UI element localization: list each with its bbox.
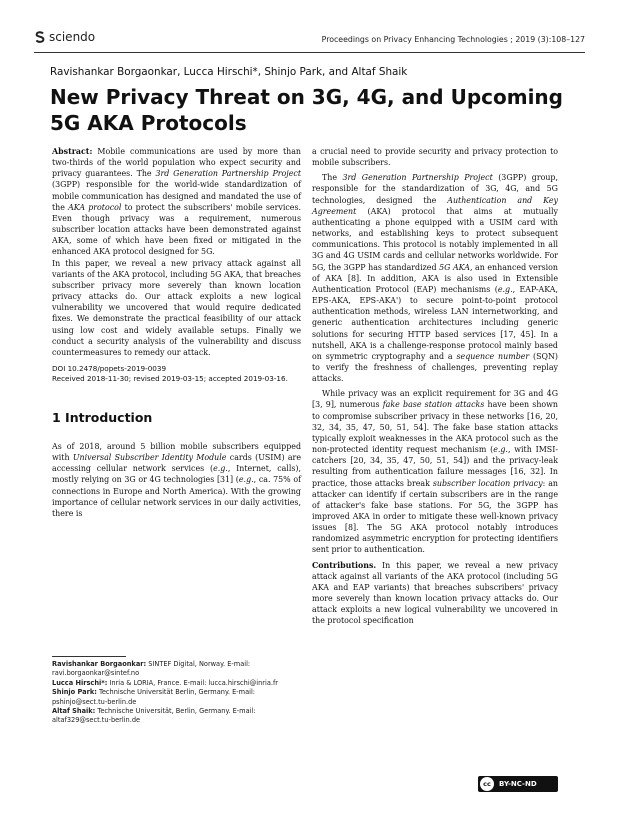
- paper-title: New Privacy Threat on 3G, 4G, and Upcoming 5G AKA Protocols: [50, 85, 563, 135]
- left-column: [52, 146, 301, 519]
- body-text: (AKA) protocol that aims at mutually authenticating a phone equipped with a USIM card with networks, and establishing keys to protect subsequent communications. This protocol is notably implemented in all 3G and 4G USIM cards and cellular networks worldwide. For 5G, the 3GPP has standardized: [312, 206, 558, 272]
- footnote-text: Technische Universität Berlin, Germany. E-mail: pshinjo@sect.tu-berlin.de: [52, 688, 256, 706]
- body-text: While privacy was an explicit requirement for 3G and 4G [3, 9], numerous: [312, 389, 558, 410]
- body-emph: fake base station attacks: [382, 400, 485, 410]
- abstract-label: Abstract:: [52, 147, 93, 156]
- footnote-text: SINTEF Digital, Norway. E-mail: ravi.borgaonkar@sintef.no: [52, 660, 251, 678]
- body-text: (3GPP) group, responsible for the standardization of 3G, 4G, and 5G technologies, designed the: [312, 173, 558, 205]
- doi[interactable]: DOI 10.2478/popets-2019-0039: [52, 363, 167, 373]
- author-footnotes: [52, 656, 301, 726]
- footnote-item: [52, 688, 301, 707]
- footnote-author: Shinjo Park:: [52, 688, 97, 697]
- body-text: In this paper, we reveal a new privacy attack against all variants of the AKA protocol (including 5G AKA and EAP variants) that breaches subscribers' privacy more severely than known location privacy attacks do. Our attack exploits a new logical vulnerability we uncovered in the protocol specification: [312, 560, 558, 626]
- intro-paragraph: [52, 441, 301, 519]
- intro-text: , ca. 75% of connections in Europe and North America). With the growing importance of cellular network services in our daily activities, there is: [52, 475, 301, 518]
- intro-text: As of 2018, around 5 billion mobile subscribers equipped with: [52, 441, 301, 463]
- intro-text: , Internet, calls), mostly relying on 3G or 4G technologies [31] (: [52, 464, 301, 485]
- abstract-text: (3GPP) responsible for the world-wide standardization of mobile communication has designed and mandated the use of the: [52, 180, 301, 212]
- abstract-paragraph-2: In this paper, we reveal a new privacy attack against all variants of the AKA protocol, including 5G AKA, that breaches subscriber privacy more severely than known location privacy attacks do. Our attack exploits a new logical vulnerability we uncovered that would require dedicated fixes. We demonstrate the practical feasibility of our attack using low cost and widely available setups. Finally we conduct a security analysis of the vulnerability and discuss countermeasures to remedy our attack.: [52, 258, 301, 357]
- right-paragraph-0: a crucial need to provide security and privacy protection to mobile subscribers.: [312, 147, 558, 168]
- abstract-text: Mobile communications are used by more than two-thirds of the world population who expect security and privacy guarantees. The: [52, 147, 301, 179]
- footnote-text: Inria & LORIA, France. E-mail: lucca.hirschi@inria.fr: [107, 678, 278, 687]
- body-text: : an attacker can identify if certain subscribers are in the range of attacker's fake base stations. For 5G, the 3GPP has improved AKA in order to mitigate these well-known privacy issues [8]. The 5G AKA protocol notably introduces randomized asymmetric encryption for protecting identifiers sent prior to authentication.: [312, 478, 558, 555]
- right-paragraph-2: [312, 388, 558, 555]
- publisher-logo: [34, 30, 95, 44]
- intro-emph: e.g.: [213, 464, 228, 474]
- body-text: , an enhanced version of AKA [8]. In addition, AKA is also used in Extensible Authentication Protocol (EAP) mechanisms (: [312, 262, 559, 294]
- page-header: [34, 30, 585, 50]
- intro-emph: e.g.: [238, 475, 254, 485]
- body-emph: e.g.: [497, 284, 513, 294]
- creative-commons-icon: cc: [480, 777, 494, 791]
- article-meta: [52, 364, 301, 385]
- cc-license-badge[interactable]: [478, 776, 558, 792]
- contributions-paragraph: [312, 560, 558, 627]
- abstract-text: to protect the subscribers' mobile services. Even though privacy was a requirement, numerous subscriber location attacks have been demonstrated against AKA, some of which have been fixed or mitigated in the enhanced AKA protocol designed for 5G.: [52, 202, 301, 257]
- body-text: , EAP-AKA, EPS-AKA, EPS-AKA') to secure point-to-point protocol authentication methods, wireless LAN internetworking, and generic authentication architectures including generic solutions for securing HTTP based services [17, 45]. In a nutshell, AKA is a challenge-response protocol mainly based on symmetric cryptography and a: [312, 284, 559, 361]
- license-label: BY-NC-ND: [499, 780, 537, 788]
- body-text: , with IMSI-catchers [20, 34, 35, 47, 50, 51, 54]) and the privacy-leak resulting from authentication failure messages [16, 32]. In practice, those attacks break: [312, 445, 558, 488]
- right-column: [312, 146, 558, 627]
- footnote-author: Lucca Hirschi*:: [52, 678, 108, 687]
- intro-text: cards (USIM) are accessing cellular network services (: [52, 453, 301, 474]
- footnote-item: [52, 660, 301, 679]
- footnote-rule: [52, 656, 126, 657]
- body-emph: 3rd Generation Partnership Project: [342, 173, 493, 183]
- body-emph: Authentication and Key Agreement: [312, 195, 558, 216]
- header-rule: [34, 52, 585, 53]
- right-paragraph-1: [312, 172, 558, 384]
- footnote-author: Altaf Shaik:: [52, 707, 96, 716]
- sciendo-s-icon: [34, 31, 46, 43]
- footnote-text: Technische Universität, Berlin, Germany. E-mail: altaf329@sect.tu-berlin.de: [52, 707, 256, 725]
- author-list: Ravishankar Borgaonkar, Lucca Hirschi*, Shinjo Park, and Altaf Shaik: [50, 66, 408, 78]
- abstract-emph: AKA protocol: [68, 202, 122, 212]
- body-emph: subscriber location privacy: [432, 478, 543, 488]
- footnote-item: [52, 679, 301, 688]
- body-emph: e.g.: [493, 445, 508, 455]
- body-text: The: [322, 173, 343, 183]
- journal-reference: Proceedings on Privacy Enhancing Technologies ; 2019 (3):108–127: [321, 35, 585, 44]
- abstract-emph: 3rd Generation Partnership Project: [155, 169, 302, 179]
- body-text: have been shown to compromise subscriber privacy in these networks [16, 20, 32, 34, 35, 47, 50, 51, 54]. The fake base station attacks typically exploit weaknesses in the AKA protocol such as the non-protected identity request mechanism (: [312, 400, 558, 455]
- body-text: (SQN) to verify the freshness of challenges, preventing replay attacks.: [312, 351, 558, 384]
- footnote-item: [52, 707, 301, 726]
- section-heading: 1 Introduction: [52, 409, 153, 425]
- abstract-paragraph-1: [52, 146, 301, 258]
- body-emph: sequence number: [456, 351, 530, 361]
- brand-name: sciendo: [49, 30, 96, 44]
- contributions-label: Contributions.: [312, 560, 377, 570]
- body-emph: 5G AKA: [439, 262, 470, 272]
- footnote-author: Ravishankar Borgaonkar:: [52, 660, 147, 668]
- intro-emph: Universal Subscriber Identity Module: [72, 453, 227, 463]
- received-dates: Received 2018-11-30; revised 2019-03-15; accepted 2019-03-16.: [52, 374, 288, 384]
